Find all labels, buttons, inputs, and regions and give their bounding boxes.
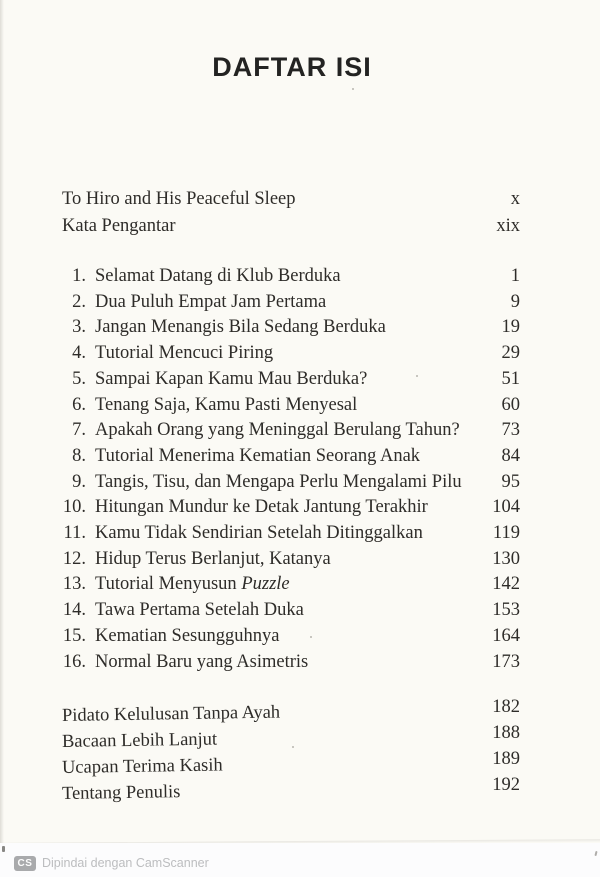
scan-speck: [416, 375, 418, 377]
toc-entry-label-text: Tangis, Tisu, dan Mengapa Perlu Mengalami Pilu: [95, 471, 462, 492]
chapter-ordinal: 15.: [62, 625, 86, 646]
chapter-ordinal: 16.: [62, 651, 86, 672]
toc-row: [62, 393, 520, 419]
page-number: 60: [501, 394, 520, 415]
toc-entry-label: [62, 213, 496, 240]
toc-entry-label-text: Tenang Saja, Kamu Pasti Menyesal: [95, 394, 358, 415]
page-number: 95: [501, 471, 520, 492]
toc-row: [62, 418, 520, 444]
chapter-ordinal: 6.: [72, 394, 86, 415]
chapter-ordinal: 7.: [72, 420, 86, 441]
page-number: 153: [492, 600, 520, 621]
toc-entry-label: [95, 547, 492, 573]
toc-entry-label-text: Bacaan Lebih Lanjut: [61, 729, 218, 752]
toc-row: [62, 315, 520, 341]
toc-row: [62, 650, 520, 676]
toc-entry-label-text: Tutorial Menerima Kematian Seorang Anak: [95, 445, 421, 466]
toc-entry-label-text: Kata Pengantar: [62, 216, 176, 236]
scan-speck: [310, 636, 312, 638]
page-number: 19: [501, 317, 520, 338]
chapter-ordinal: 14.: [62, 600, 86, 621]
toc-entry-label: [95, 367, 502, 393]
camscanner-watermark: [14, 854, 209, 872]
toc-entry-label-italic: Puzzle: [241, 574, 290, 595]
toc-entry-label: [95, 572, 492, 598]
page-number: 142: [492, 574, 520, 595]
toc-entry-label: [95, 341, 502, 367]
chapter-ordinal: 12.: [62, 548, 86, 569]
toc-entry-label: [95, 444, 502, 470]
page-number: 51: [501, 368, 520, 389]
toc-row: [62, 264, 520, 290]
toc-entry-label-text: Tentang Penulis: [61, 782, 181, 804]
toc-entry-label-text: To Hiro and His Peaceful Sleep: [62, 189, 296, 209]
toc-entry-label: [95, 315, 502, 341]
toc-entry-label: [95, 470, 502, 496]
camscanner-badge-icon: CS: [14, 856, 36, 871]
toc-entry-label: [95, 393, 502, 419]
toc-entry-label-text: Kamu Tidak Sendirian Setelah Ditinggalkan: [95, 523, 423, 544]
page-number: 173: [492, 651, 520, 672]
chapter-ordinal: 11.: [63, 523, 86, 544]
chapter-ordinal: 5.: [72, 368, 86, 389]
toc-row: [62, 624, 520, 650]
toc-row: [62, 213, 520, 240]
toc-row: [62, 367, 520, 393]
toc-row: [62, 470, 520, 496]
page-number: 104: [492, 497, 520, 518]
toc-entry-label-text: Tawa Pertama Setelah Duka: [95, 600, 304, 621]
toc-entry-label: [95, 495, 492, 521]
toc-entry-label: [95, 264, 511, 290]
toc-row: [62, 341, 520, 367]
page-number: 188: [492, 723, 520, 743]
page-number: 192: [492, 775, 520, 795]
chapter-ordinal: 4.: [72, 343, 86, 364]
toc-row: [62, 521, 520, 547]
scan-speck: [2, 846, 5, 852]
toc-entry-label-text: Normal Baru yang Asimetris: [95, 651, 309, 672]
toc-entry-label-text: Kematian Sesungguhnya: [95, 625, 280, 646]
toc-entry-label: [95, 290, 511, 316]
chapter-ordinal: 10.: [62, 497, 86, 518]
chapter-ordinal: 9.: [72, 471, 86, 492]
toc-entry-label-text: Apakah Orang yang Meninggal Berulang Tahun?: [95, 420, 460, 441]
toc-entry-label: [62, 774, 493, 807]
chapter-ordinal: 13.: [62, 574, 86, 595]
toc-row: [62, 495, 520, 521]
page-number: 1: [510, 266, 520, 286]
toc-row: [62, 547, 520, 573]
toc-row: [62, 598, 520, 624]
front-matter-list: [62, 186, 520, 240]
toc-entry-label: [95, 624, 492, 650]
toc-entry-label: [95, 598, 492, 624]
back-matter-list: [61, 697, 520, 807]
toc-row: [62, 290, 520, 316]
page-title: DAFTAR ISI: [212, 52, 372, 82]
chapter-ordinal: 2.: [72, 291, 86, 312]
page-number: 73: [501, 420, 520, 441]
toc-entry-label-text: Tutorial Menyusun: [95, 574, 242, 595]
chapter-ordinal: 1.: [72, 266, 86, 286]
camscanner-text: Dipindai dengan CamScanner: [42, 856, 209, 870]
scan-speck: [292, 746, 294, 748]
toc-row: [62, 444, 520, 470]
page-number: 29: [501, 343, 520, 364]
toc-entry-label-text: Sampai Kapan Kamu Mau Berduka?: [95, 368, 368, 389]
chapter-ordinal: 8.: [72, 445, 86, 466]
toc-entry-label-text: Selamat Datang di Klub Berduka: [95, 266, 341, 286]
chapter-list: [62, 264, 520, 675]
page-number: 84: [501, 445, 520, 466]
toc-entry-label: [95, 650, 492, 676]
page-number: 119: [492, 523, 520, 544]
toc-entry-label-text: Dua Puluh Empat Jam Pertama: [95, 291, 327, 312]
page-number: 9: [510, 291, 520, 312]
scan-speck: [352, 88, 354, 90]
page-left-edge-shadow: [0, 0, 4, 845]
page-number: xix: [496, 216, 520, 236]
page-number: 164: [492, 625, 520, 646]
page-number: x: [510, 189, 520, 209]
page-number: 189: [492, 749, 520, 769]
toc-entry-label: [62, 186, 511, 213]
toc-entry-label-text: Hidup Terus Berlanjut, Katanya: [95, 548, 331, 569]
page-number: 182: [492, 697, 520, 717]
toc-entry-label: [95, 418, 502, 444]
toc-entry-label-text: Ucapan Terima Kasih: [61, 755, 223, 778]
toc-row: [62, 572, 520, 598]
toc-entry-label-text: Tutorial Mencuci Piring: [95, 343, 274, 364]
toc-row: [62, 186, 520, 213]
toc-row: [61, 775, 520, 807]
toc-entry-label-text: Hitungan Mundur ke Detak Jantung Terakhir: [95, 497, 428, 518]
page-number: 130: [492, 548, 520, 569]
toc-entry-label: [95, 521, 493, 547]
chapter-ordinal: 3.: [72, 317, 86, 338]
toc-entry-label-text: Jangan Menangis Bila Sedang Berduka: [95, 317, 386, 338]
toc-entry-label-text: Pidato Kelulusan Tanpa Ayah: [61, 702, 281, 726]
